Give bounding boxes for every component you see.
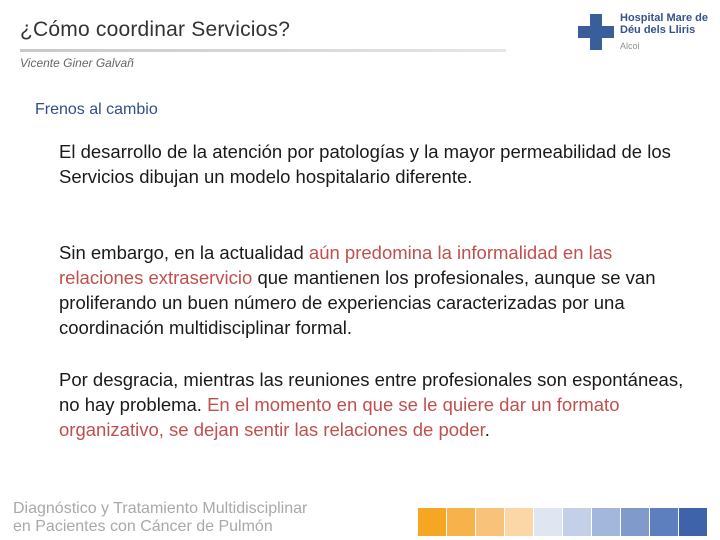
paragraph-2-text-a: Sin embargo, en la actualidad [59, 242, 309, 263]
color-square [447, 508, 475, 536]
color-square [679, 508, 707, 536]
section-heading: Frenos al cambio [35, 101, 158, 118]
color-square [418, 508, 446, 536]
paragraph-3-text-b: . [484, 419, 490, 440]
hospital-logo [578, 12, 708, 54]
slide-title: ¿Cómo coordinar Servicios? [20, 18, 291, 41]
paragraph-1-text: El desarrollo de la atención por patologías y la mayor permeabilidad de los Servicios dibujan un modelo hospitalario diferente. [59, 141, 671, 187]
footer-line-2: en Pacientes con Cáncer de Pulmón [13, 518, 273, 535]
paragraph-3-text-a: Por desgracia, mientras las reuniones entre profesionales son espontáneas, no hay problema. [59, 369, 684, 415]
color-square [476, 508, 504, 536]
color-square [505, 508, 533, 536]
author-name: Vicente Giner Galvañ [20, 56, 134, 70]
paragraph-2-highlight: aún predomina la informalidad en las relaciones extraservicio [59, 242, 613, 288]
cross-icon [578, 14, 614, 50]
logo-line-2: Déu dels Lliris [620, 24, 696, 36]
title-divider [20, 49, 506, 52]
paragraph-3 [59, 367, 699, 442]
color-square [650, 508, 678, 536]
logo-line-1: Hospital Mare de [620, 12, 709, 24]
logo-name [620, 12, 708, 36]
paragraph-2-text-b: que mantienen los profesionales, aunque se van proliferando un buen número de experiencias caracterizadas por una coordinación multidisciplinar formal. [59, 267, 656, 338]
color-square [563, 508, 591, 536]
paragraph-2 [59, 240, 699, 340]
color-square [621, 508, 649, 536]
color-square [592, 508, 620, 536]
decorative-squares [418, 508, 707, 536]
paragraph-1 [59, 139, 699, 189]
logo-subtitle: Alcoi [620, 41, 640, 51]
footer-caption [13, 500, 307, 536]
paragraph-3-highlight: En el momento en que se le quiere dar un formato organizativo, se dejan sentir las relaciones de poder [59, 394, 620, 440]
footer-line-1: Diagnóstico y Tratamiento Multidisciplinar [13, 500, 308, 517]
color-square [534, 508, 562, 536]
